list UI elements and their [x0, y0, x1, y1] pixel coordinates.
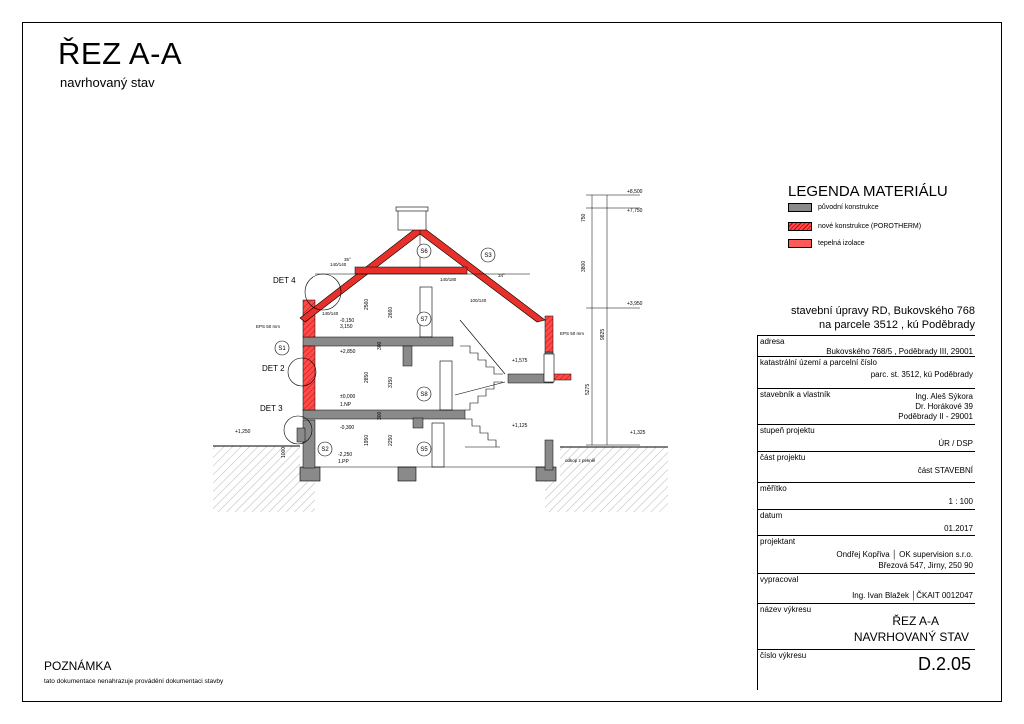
legend-title: LEGENDA MATERIÁLU: [788, 183, 948, 200]
dim-750: 750: [581, 213, 587, 222]
tb-value: Dr. Horákové 39: [915, 402, 973, 411]
dim-2850: 2850: [364, 371, 370, 383]
dim-2250: 2250: [388, 434, 394, 446]
level-1125: +1,125: [512, 423, 528, 429]
tb-value: Březová 547, Jirny, 250 90: [878, 561, 973, 570]
eps-label-right: EPS 50 mm: [560, 331, 585, 336]
excavation-label: odkop z pekněl: [565, 458, 596, 463]
tb-label: stavebník a vlastník: [760, 390, 831, 399]
dimension-lines: [586, 195, 640, 445]
tb-label: číslo výkresu: [760, 651, 807, 660]
detail-label-2: DET 2: [262, 364, 285, 373]
dim-3150: 3150: [388, 376, 394, 388]
tb-value: parc. st. 3512, kú Poděbrady: [870, 370, 973, 379]
tb-value: 01.2017: [944, 524, 973, 533]
section-mark-s1: S1: [278, 346, 286, 352]
beam-label-4: 140/140: [330, 262, 347, 267]
drawing-subtitle: navrhovaný stav: [60, 75, 155, 90]
level-1325: +1,325: [630, 430, 646, 436]
detail-label-4: DET 4: [273, 276, 296, 285]
level-m0150: -0,150: [340, 318, 355, 324]
tb-value: 1 : 100: [948, 497, 973, 506]
dim-2560: 2560: [364, 298, 370, 310]
dim-1000: 1000: [281, 446, 287, 458]
tb-label: katastrální území a parcelní číslo: [760, 358, 877, 367]
drawing-number: D.2.05: [917, 654, 971, 674]
legend-label: nové konstrukce (POROTHERM): [818, 223, 922, 230]
window: [544, 354, 554, 382]
stairs: [455, 320, 505, 447]
tb-label: měřítko: [760, 484, 787, 493]
drawing-name-2: NAVRHOVANÝ STAV: [853, 630, 969, 644]
tb-value: ÚR / DSP: [938, 439, 973, 448]
dim-3800: 3800: [581, 260, 587, 272]
floor-lines: [315, 274, 545, 467]
tb-value: Poděbrady II - 29001: [898, 412, 973, 421]
tb-label: datum: [760, 511, 783, 520]
legend-label: původní konstrukce: [818, 204, 879, 211]
tb-value: část STAVEBNÍ: [917, 466, 973, 475]
tb-label: část projektu: [760, 453, 806, 462]
tb-label: vypracoval: [760, 575, 799, 584]
project-line-2: na parcele 3512 , kú Poděbrady: [819, 319, 975, 331]
level-7750: +7,750: [627, 208, 643, 214]
foundations: [300, 467, 556, 481]
level-1np: 1.NP: [340, 402, 352, 408]
roof-angle-left: 35°: [344, 257, 351, 262]
beam-label-2: 140/180: [440, 277, 457, 282]
tb-value: Ing. Aleš Sýkora: [915, 392, 973, 401]
dim-9825: 9825: [600, 328, 606, 340]
drawing-title: ŘEZ A-A: [58, 36, 183, 71]
project-line-1: stavební úpravy RD, Bukovského 768: [790, 305, 975, 317]
level-1250: +1,250: [235, 429, 251, 435]
section-mark-s5: S5: [420, 447, 428, 453]
tb-value: Ing. Ivan Blažek │ČKAIT 0012047: [852, 591, 973, 600]
dim-300-a: 300: [377, 341, 383, 350]
level-8500: +8,500: [627, 189, 643, 195]
tb-label: adresa: [760, 337, 785, 346]
note-text: tato dokumentace nenahrazuje provádění dokumentaci stavby: [44, 678, 224, 685]
detail-label-3: DET 3: [260, 404, 283, 413]
section-mark-s6: S6: [420, 249, 428, 255]
section-mark-s3: S3: [484, 253, 492, 259]
dim-300-b: 300: [377, 411, 383, 420]
section-mark-s7: S7: [420, 317, 428, 323]
level-1575: +1,575: [512, 358, 528, 364]
level-3150: 3,150: [340, 324, 353, 330]
eps-label-left: EPS 50 mm: [256, 324, 281, 329]
section-mark-s8: S8: [420, 392, 428, 398]
level-m2250: -2,250: [338, 452, 353, 458]
level-1pp: 1.PP: [338, 459, 349, 465]
tb-label: název výkresu: [760, 605, 812, 614]
beam-label-1: 140/140: [322, 311, 339, 316]
tb-label: projektant: [760, 537, 796, 546]
level-3950: +3,950: [627, 301, 643, 307]
drawing-name-1: ŘEZ A-A: [892, 614, 939, 628]
note-title: POZNÁMKA: [44, 659, 112, 673]
level-0000: ±0,000: [340, 394, 356, 400]
roof-angle-right: 34°: [498, 273, 505, 278]
tb-value: Bukovského 768/5 , Poděbrady III, 29001: [826, 347, 973, 356]
beam-label-3: 100/140: [470, 298, 487, 303]
tb-label: stupeň projektu: [760, 426, 815, 435]
dim-1950: 1950: [364, 434, 370, 446]
dim-2660: 2660: [388, 306, 394, 318]
legend-label: tepelná izolace: [818, 240, 865, 247]
level-m0300: -0,300: [340, 425, 355, 431]
dim-5275: 5275: [585, 383, 591, 395]
level-2850: +2,850: [340, 349, 356, 355]
tb-value: Ondřej Kopřiva │ OK supervision s.r.o.: [836, 550, 973, 559]
section-mark-s2: S2: [321, 447, 329, 453]
